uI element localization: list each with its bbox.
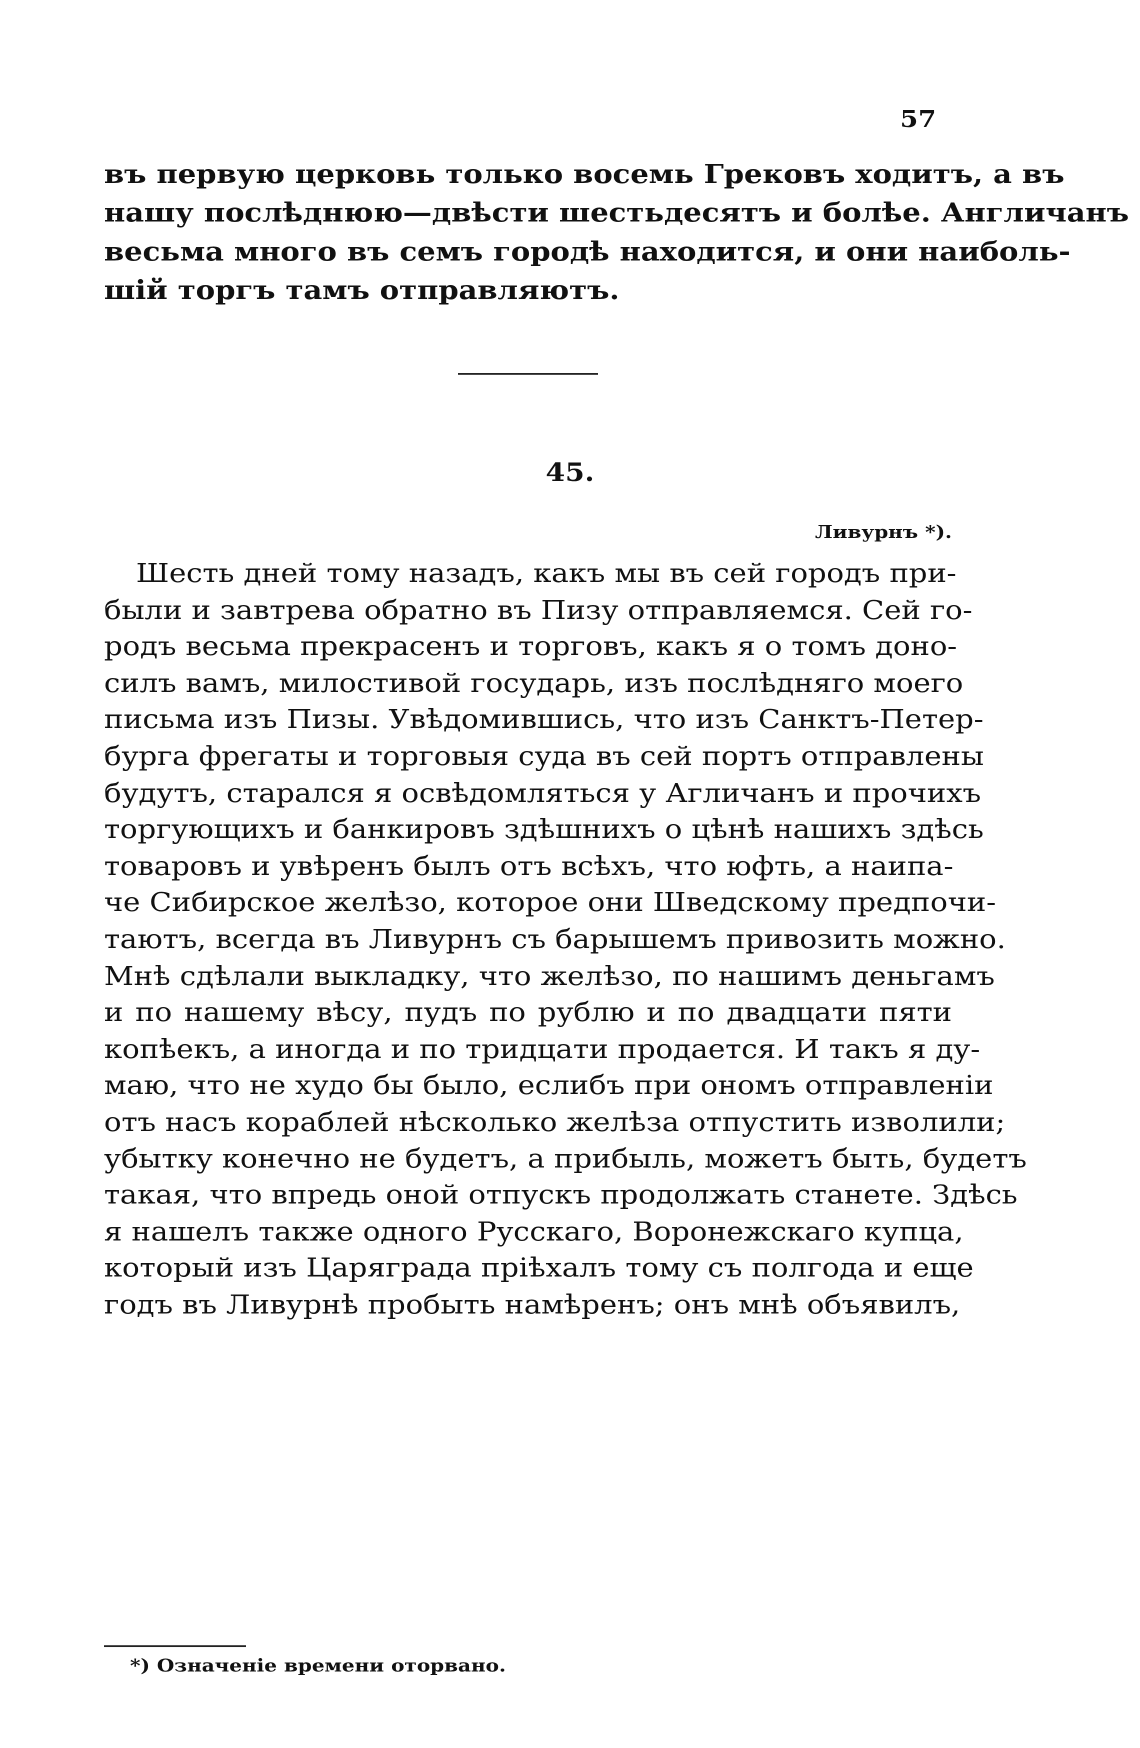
place-heading: Ливурнъ *). bbox=[814, 520, 952, 543]
body-line: копѣекъ, а иногда и по тридцати продается. И такъ я ду- bbox=[104, 1033, 981, 1064]
body-line: письма изъ Пизы. Увѣдомившись, что изъ Санктъ-Петер- bbox=[104, 704, 984, 735]
body-line: товаровъ и увѣренъ былъ отъ всѣхъ, что юфть, а наипа- bbox=[104, 850, 954, 881]
carry-over-paragraph bbox=[104, 155, 1129, 310]
footnote-rule bbox=[104, 1645, 246, 1647]
carry-over-line: весьма много въ семъ городѣ находится, и они наиболь- bbox=[104, 236, 1071, 267]
body-line: силъ вамъ, милостивой государь, изъ послѣдняго моего bbox=[104, 667, 964, 699]
body-line: убытку конечно не будетъ, а прибыль, можетъ быть, будетъ bbox=[104, 1142, 1027, 1174]
body-line: такая, что впредь оной отпускъ продолжать станете. Здѣсь bbox=[104, 1179, 1018, 1211]
carry-over-line: нашу послѣднюю—двѣсти шестьдесятъ и болѣе. Англичанъ bbox=[104, 197, 1129, 228]
body-line: бурга фрегаты и торговыя суда въ сей портъ отправлены bbox=[104, 740, 984, 772]
body-line: родъ весьма прекрасенъ и торговъ, какъ я о томъ доно- bbox=[104, 630, 958, 662]
body-line: Шесть дней тому назадъ, какъ мы въ сей городъ при- bbox=[136, 557, 957, 589]
carry-over-line: въ первую церковь только восемь Грековъ ходитъ, а въ bbox=[104, 158, 1065, 190]
body-line: который изъ Царяграда пріѣхалъ тому съ полгода и еще bbox=[104, 1252, 974, 1284]
body-line: и по нашему вѣсу, пудъ по рублю и по двадцати пяти bbox=[104, 996, 952, 1028]
body-line: годъ въ Ливурнѣ пробыть намѣренъ; онъ мнѣ объявилъ, bbox=[104, 1289, 961, 1320]
carry-over-line: шій торгъ тамъ отправляютъ. bbox=[104, 274, 620, 306]
footnote: *) Означеніе времени оторвано. bbox=[130, 1654, 506, 1676]
section-number: 45. bbox=[545, 457, 595, 488]
section-separator bbox=[458, 373, 598, 375]
body-line: я нашелъ также одного Русскаго, Воронежскаго купца, bbox=[104, 1216, 964, 1247]
body-line: будутъ, старался я освѣдомляться у Агличанъ и прочихъ bbox=[104, 777, 982, 808]
letter-body bbox=[104, 555, 1027, 1323]
body-line: отъ насъ кораблей нѣсколько желѣза отпустить изволили; bbox=[104, 1106, 1006, 1137]
body-line: маю, что не худо бы было, еслибъ при ономъ отправленіи bbox=[104, 1069, 994, 1101]
body-line: Мнѣ сдѣлали выкладку, что желѣзо, по нашимъ деньгамъ bbox=[104, 960, 995, 991]
body-line: торгующихъ и банкировъ здѣшнихъ о цѣнѣ нашихъ здѣсь bbox=[104, 813, 984, 845]
body-line: таютъ, всегда въ Ливурнъ съ барышемъ привозить можно. bbox=[104, 923, 1006, 955]
body-line: были и завтрева обратно въ Пизу отправляемся. Сей го- bbox=[104, 594, 973, 625]
body-line: че Сибирское желѣзо, которое они Шведскому предпочи- bbox=[104, 886, 997, 918]
page-number: 57 bbox=[900, 106, 937, 134]
